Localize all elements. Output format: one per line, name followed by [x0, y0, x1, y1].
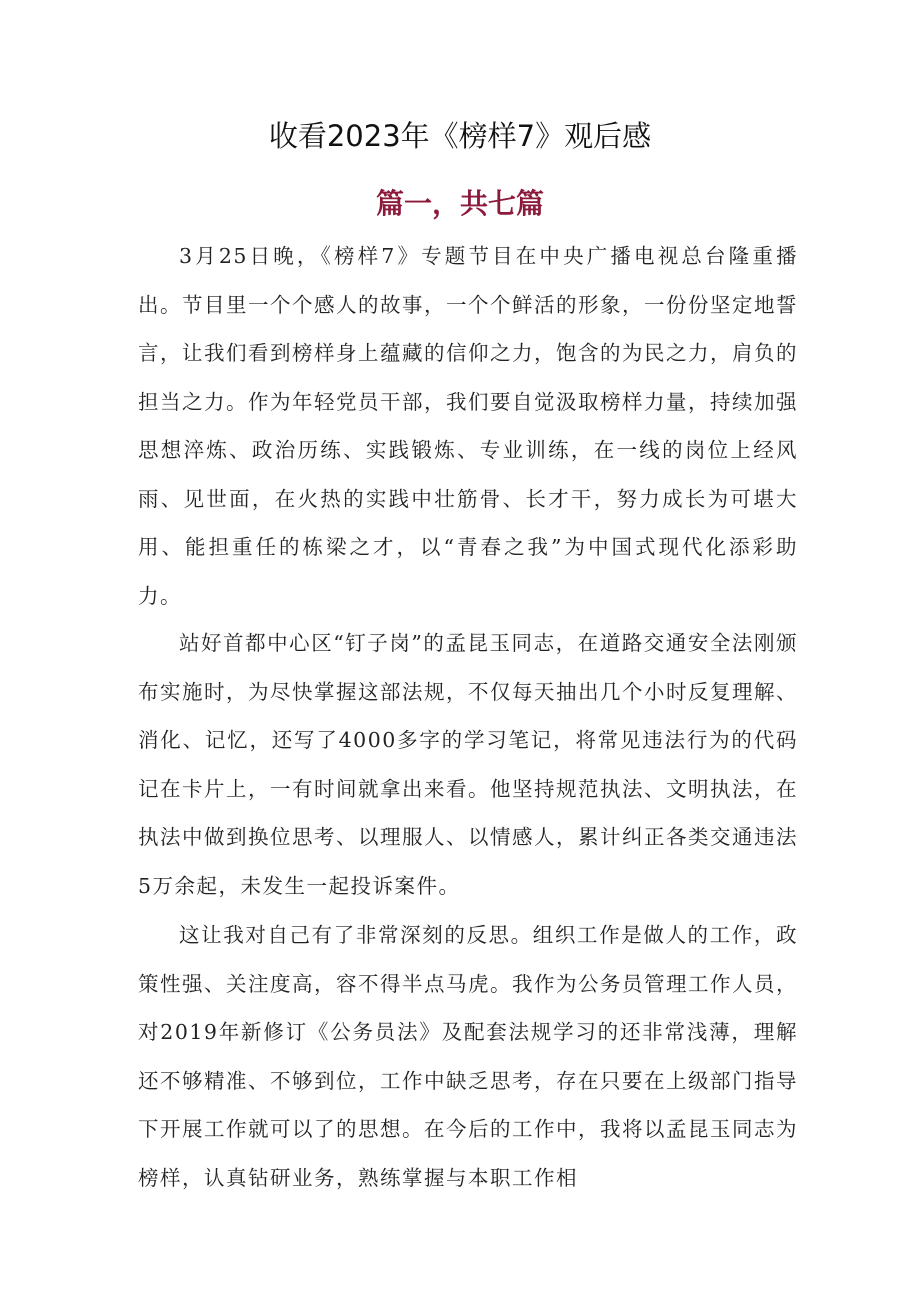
paragraph-2: 站好首都中心区“钉子岗”的孟昆玉同志，在道路交通安全法刚颁布实施时，为尽快掌握这部法规，不仅每天抽出几个小时反复理解、消化、记忆，还写了4000多字的学习笔记，将常见违法行为的代码记在卡片上，一有时间就拿出来看。他坚持规范执法、文明执法，在执法中做到换位思考、以理服人、以情感人，累计纠正各类交通违法5万余起，未发生一起投诉案件。: [138, 631, 798, 898]
document-title: 收看2023年《榜样7》观后感: [268, 119, 652, 153]
paragraph-1: 3月25日晚，《榜样7》专题节目在中央广播电视总台隆重播出。节目里一个个感人的故事，一个个鲜活的形象，一份份坚定地誓言，让我们看到榜样身上蕴藏的信仰之力，饱含的为民之力，肩负的担当之力。作为年轻党员干部，我们要自觉汲取榜样力量，持续加强思想淬炼、政治历练、实践锻炼、专业训练，在一线的岗位上经风雨、见世面，在火热的实践中壮筋骨、长才干，努力成长为可堪大用、能担重任的栋梁之才，以“青春之我”为中国式现代化添彩助力。: [138, 244, 798, 608]
section-heading: 篇一，共七篇: [375, 187, 544, 220]
paragraph-3: 这让我对自己有了非常深刻的反思。组织工作是做人的工作，政策性强、关注度高，容不得半点马虎。我作为公务员管理工作人员，对2019年新修订《公务员法》及配套法规学习的还非常浅薄，理解还不够精准、不够到位，工作中缺乏思考，存在只要在上级部门指导下开展工作就可以了的思想。在今后的工作中，我将以孟昆玉同志为榜样，认真钻研业务，熟练掌握与本职工作相: [138, 923, 798, 1190]
